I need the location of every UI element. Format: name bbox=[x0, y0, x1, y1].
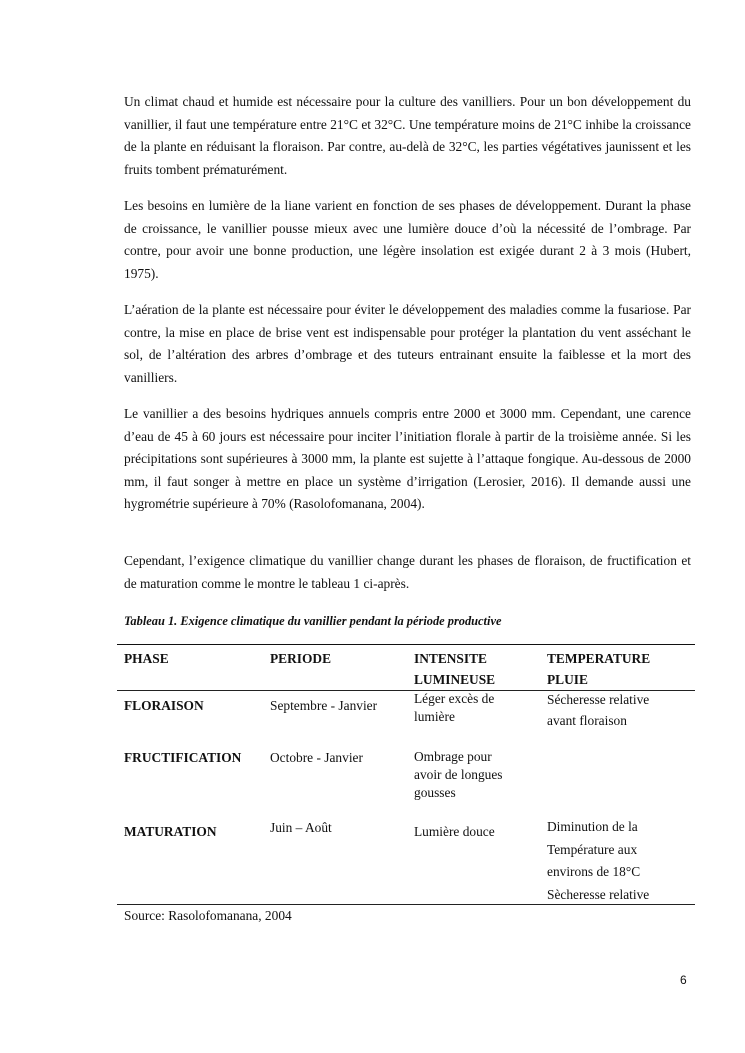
paragraph-lumiere: Les besoins en lumière de la liane varient en fonction de ses phases de développement. Durant la phase de croissance, le vanillier pousse mieux avec une lumière douce d’où la nécessité de l’ombrage. Par contre, pour avoir une bonne production, une légère insolation est exigée durant 2 à 3 mois (Hubert, 1975). bbox=[124, 198, 691, 281]
row-floraison-intensite: Léger excès de lumière bbox=[414, 691, 495, 724]
table-bottom-rule bbox=[117, 904, 695, 905]
row-maturation-temperature: Diminution de la Température aux environs de 18°C Sècheresse relative bbox=[547, 819, 650, 902]
table-caption: Tableau 1. Exigence climatique du vanillier pendant la période productive bbox=[124, 614, 502, 628]
row-fructification-phase: FRUCTIFICATION bbox=[124, 750, 242, 765]
page-number: 6 bbox=[680, 973, 687, 987]
row-floraison-temperature: Sécheresse relative avant floraison bbox=[547, 692, 650, 728]
header-phase: PHASE bbox=[124, 651, 169, 666]
header-intensite: INTENSITE LUMINEUSE bbox=[414, 651, 496, 687]
paragraph-aeration: L’aération de la plante est nécessaire pour éviter le développement des maladies comme la fusariose. Par contre, la mise en place de brise vent est indispensable pour protéger la plantation du vent asséchant le sol, de l’altération des arbres d’ombrage et des tuteurs entrainant ensuite la faiblesse et la mort des vanilliers. bbox=[124, 302, 691, 385]
table-source: Source: Rasolofomanana, 2004 bbox=[124, 908, 292, 923]
paragraph-hydrique: Le vanillier a des besoins hydriques annuels compris entre 2000 et 3000 mm. Cependant, une carence d’eau de 45 à 60 jours est nécessaire pour inciter l’initiation florale à partir de la troisième année. Si les précipitations sont supérieures à 3000 mm, la plante est sujette à l’attaque fongique. Au-dessous de 2000 mm, il faut songer à mettre en place un système d’irrigation (Lerosier, 2016). Il demande aussi une hygrométrie supérieure à 70% (Rasolofomanana, 2004). bbox=[124, 406, 691, 512]
row-maturation-phase: MATURATION bbox=[124, 824, 217, 839]
header-periode: PERIODE bbox=[270, 651, 332, 666]
row-floraison-periode: Septembre - Janvier bbox=[270, 698, 378, 713]
row-maturation-intensite: Lumière douce bbox=[414, 824, 495, 839]
paragraph-climat: Un climat chaud et humide est nécessaire pour la culture des vanilliers. Pour un bon développement du vanillier, il faut une température entre 21°C et 32°C. Une température moins de 21°C inhibe la croissance de la plante en réduisant la floraison. Par contre, au-delà de 32°C, les parties végétatives jaunissent et les fruits tombent prématurément. bbox=[124, 94, 691, 177]
row-maturation-periode: Juin – Août bbox=[270, 820, 332, 835]
paragraph-exigence: Cependant, l’exigence climatique du vanillier change durant les phases de floraison, de fructification et de maturation comme le montre le tableau 1 ci-après. bbox=[124, 553, 691, 591]
row-fructification-intensite: Ombrage pour avoir de longues gousses bbox=[414, 749, 503, 800]
row-fructification-periode: Octobre - Janvier bbox=[270, 750, 363, 765]
table-top-rule bbox=[117, 644, 695, 645]
row-floraison-phase: FLORAISON bbox=[124, 698, 204, 713]
header-temperature: TEMPERATURE PLUIE bbox=[547, 651, 651, 687]
